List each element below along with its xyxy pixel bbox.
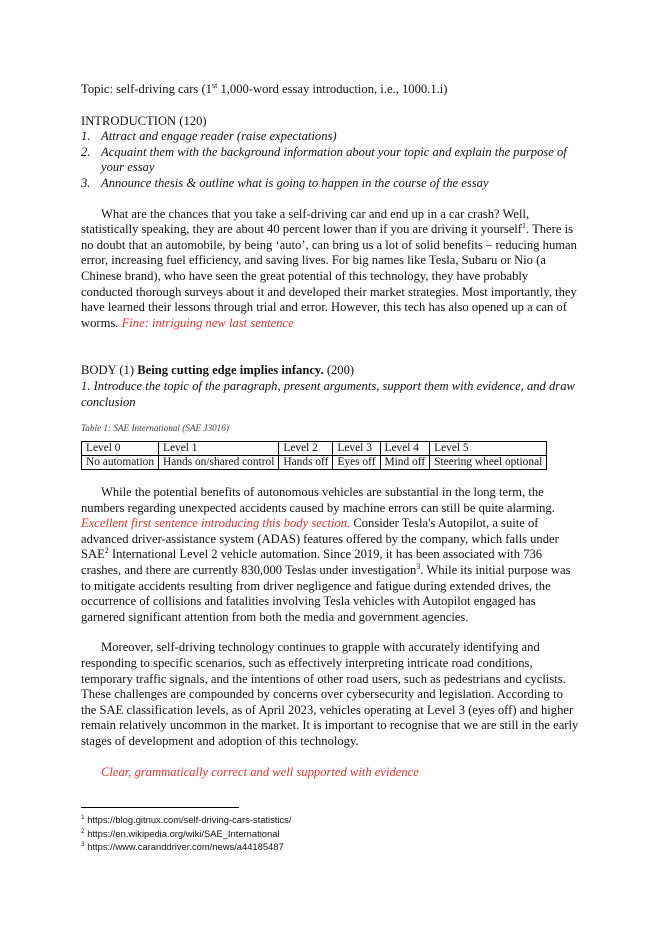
body1-heading-title: Being cutting edge implies infancy. [137, 363, 324, 378]
body1-heading [81, 363, 581, 379]
body1-paragraph-2: Moreover, self-driving technology continues to grapple with accurately identifying and responding to specific scenarios, such as effectively interpreting intricate road conditions, temporary traffic signals, and the intentions of other road users, such as pedestrians and cyclists. These challenges are compounded by concerns over cybersecurity and legislation. According to the SAE classification levels, as of April 2023, vehicles operating at Level 3 (eyes off) and higher remain relatively uncommon in the market. It is important to recognise that we are still in the early stages of development and adoption of this technology. [81, 640, 579, 748]
table-cell: Steering wheel optional [430, 456, 547, 470]
footnote-ref-3[interactable]: 3 [416, 561, 421, 571]
teacher-comment: Fine: intriguing new last sentence [121, 315, 294, 330]
goal-number: 1. [81, 129, 91, 144]
sae-levels-table [81, 441, 547, 470]
body-text: While the potential benefits of autonomous vehicles are substantial in the long term, the numbers regarding unexpected accidents caused by machine errors can still be quite alarming. [81, 485, 555, 515]
body1-paragraph-1 [81, 485, 581, 625]
final-teacher-comment: Clear, grammatically correct and well supported with evidence [101, 764, 419, 779]
table-cell: Hands off [279, 456, 333, 470]
footnote-ref-2[interactable]: 2 [104, 546, 109, 556]
goal-item [81, 145, 581, 176]
footnote-item[interactable] [81, 840, 581, 854]
footnotes [81, 807, 581, 854]
body1-heading-prefix: BODY (1) [81, 363, 138, 378]
table-caption: Table 1: SAE International (SAE J3016) [81, 423, 229, 434]
footnote-number: 3 [81, 841, 85, 849]
footnote-number: 2 [81, 827, 85, 835]
goal-number: 3. [81, 175, 91, 190]
table-cell: Mind off [380, 456, 430, 470]
body1-instruction: 1. Introduce the topic of the paragraph, present arguments, support them with evidence, and draw conclusion [81, 378, 575, 409]
intro-paragraph [81, 207, 581, 332]
footnote-item[interactable] [81, 813, 581, 827]
footnote-separator [81, 807, 239, 808]
table-cell: Level 2 [279, 442, 333, 456]
document-page [81, 82, 581, 780]
footnote-link[interactable]: https://www.caranddriver.com/news/a44185487 [84, 841, 284, 853]
table-cell: Level 3 [333, 442, 380, 456]
goal-number: 2. [81, 144, 91, 159]
table-cell: Level 1 [159, 442, 279, 456]
footnote-item[interactable] [81, 827, 581, 841]
intro-text-cont: . There is no doubt that an automobile, by being ‘auto’, can bring us a lot of solid benefits – reducing human error, increasing fuel efficiency, and saving lives. For big names like Tesla, Subaru or Nio (a Chinese brand), who have seen the great potential of this technology, they have probably conducted thorough surveys about it and developed their market strategies. Most importantly, they have learned their lessons through trial and error. However, this tech has also opened up a can of worms. [81, 222, 577, 330]
topic-text-end: 1,000-word essay introduction, i.e., 1000.1.i) [217, 82, 448, 96]
topic-text: Topic: self-driving cars (1 [81, 82, 212, 96]
footnote-link[interactable]: https://blog.gitnux.com/self-driving-cars-statistics/ [84, 814, 292, 825]
table-cell: Level 0 [82, 442, 159, 456]
table-cell: Level 5 [430, 442, 547, 456]
intro-text: What are the chances that you take a self-driving car and end up in a car crash? Well, statistically speaking, they are about 40 percent lower than if you are driving it yourself [81, 206, 530, 237]
table-cell: Level 4 [380, 442, 430, 456]
body1-heading-suffix: (200) [323, 363, 355, 378]
body-text: . While its initial purpose was to mitigate accidents resulting from driver negligence and fatigue during extended drives, the occurrence of collisions and fatalities involving Tesla vehicles with Autopilot engaged has garnered significant attention from both the media and government agencies. [81, 563, 571, 624]
goal-text: Acquaint them with the background information about your topic and explain the purpose of your essay [101, 144, 567, 175]
teacher-comment: Excellent first sentence introducing this body section. [81, 516, 351, 531]
goal-text: Announce thesis & outline what is going to happen in the course of the essay [101, 175, 489, 190]
footnote-link[interactable]: https://en.wikipedia.org/wiki/SAE_International [84, 827, 280, 839]
table-cell: Hands on/shared control [159, 456, 279, 470]
table-cell: No automation [82, 456, 159, 470]
body-text: International Level 2 vehicle automation. Since 2019, it has been associated with 736 crashes, and there are currently 830,000 Teslas under investigation [81, 547, 543, 578]
topic-line [81, 82, 581, 98]
table-cell: Eyes off [333, 456, 380, 470]
table-row [82, 456, 547, 470]
body-text: Consider Tesla's Autopilot, a suite of advanced driver-assistance system (ADAS) features offered by the company, which falls under SAE [81, 516, 559, 562]
goal-text: Attract and engage reader (raise expectations) [101, 129, 337, 144]
intro-goals-list [81, 129, 581, 191]
goal-item [81, 176, 581, 192]
table-row [82, 442, 547, 456]
footnote-ref-1[interactable]: 1 [522, 220, 526, 230]
goal-item [81, 129, 581, 145]
footnote-number: 1 [81, 813, 85, 821]
topic-superscript: st [211, 80, 218, 90]
intro-heading: INTRODUCTION (120) [81, 113, 207, 128]
